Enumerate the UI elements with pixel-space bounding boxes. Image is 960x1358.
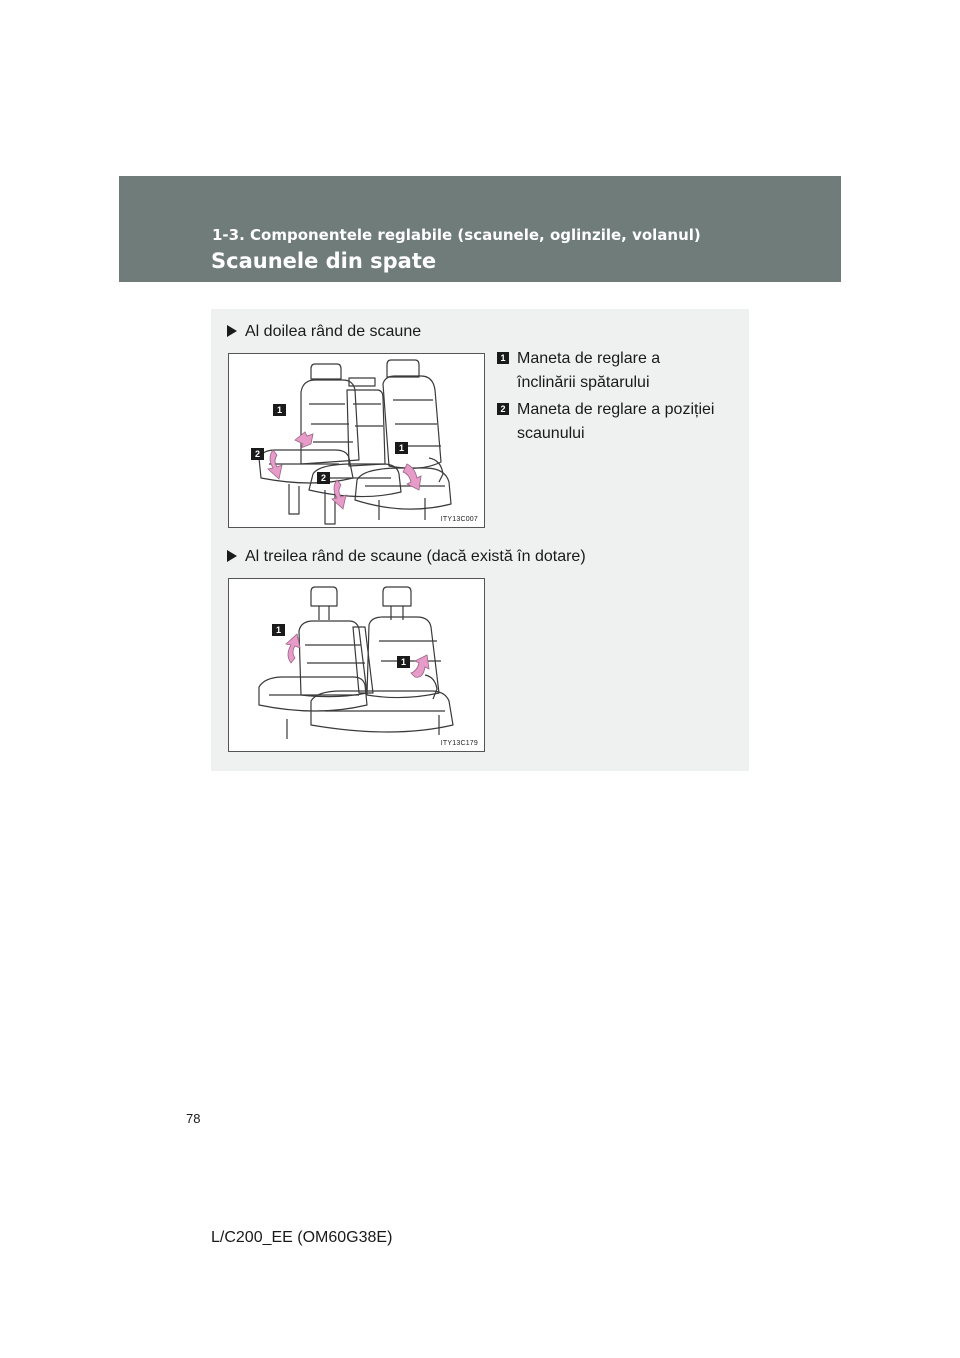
second-row-heading <box>227 323 421 341</box>
section-label: 1-3. Componentele reglabile (scaunele, oglinzile, volanul) <box>212 226 701 244</box>
number-badge: 1 <box>497 352 509 364</box>
marker-text: 1 <box>276 405 283 415</box>
callout-text: Maneta de reglare a înclinării spătarului <box>517 350 661 391</box>
third-row-heading-text: Al treilea rând de scaune (dacă există în dotare) <box>245 548 586 565</box>
figure-code: ITY13C179 <box>440 740 478 747</box>
marker-text: 1 <box>275 625 282 635</box>
third-row-seat-illustration <box>229 579 484 751</box>
third-row-seat-figure <box>228 578 485 752</box>
page-title: Scaunele din spate <box>211 249 437 273</box>
second-row-seat-illustration <box>229 354 484 527</box>
triangle-bullet-icon <box>227 550 237 562</box>
second-row-heading-text: Al doilea rând de scaune <box>245 323 422 340</box>
marker-text: 2 <box>320 473 327 483</box>
figure-code: ITY13C007 <box>440 516 478 523</box>
second-row-seat-figure <box>228 353 485 528</box>
content-panel <box>211 309 749 771</box>
third-row-heading <box>227 548 586 566</box>
triangle-bullet-icon <box>227 325 237 337</box>
number-badge: 2 <box>497 403 509 415</box>
manual-code: L/C200_EE (OM60G38E) <box>211 1229 393 1246</box>
marker-text: 1 <box>398 443 405 453</box>
marker-text: 2 <box>254 449 261 459</box>
marker-text: 1 <box>400 657 407 667</box>
callout-text: Maneta de reglare a poziției scaunului <box>517 401 715 442</box>
callout-seat-position-lever <box>497 398 722 446</box>
page-number: 78 <box>186 1111 201 1126</box>
callout-seatback-lever <box>497 347 722 395</box>
